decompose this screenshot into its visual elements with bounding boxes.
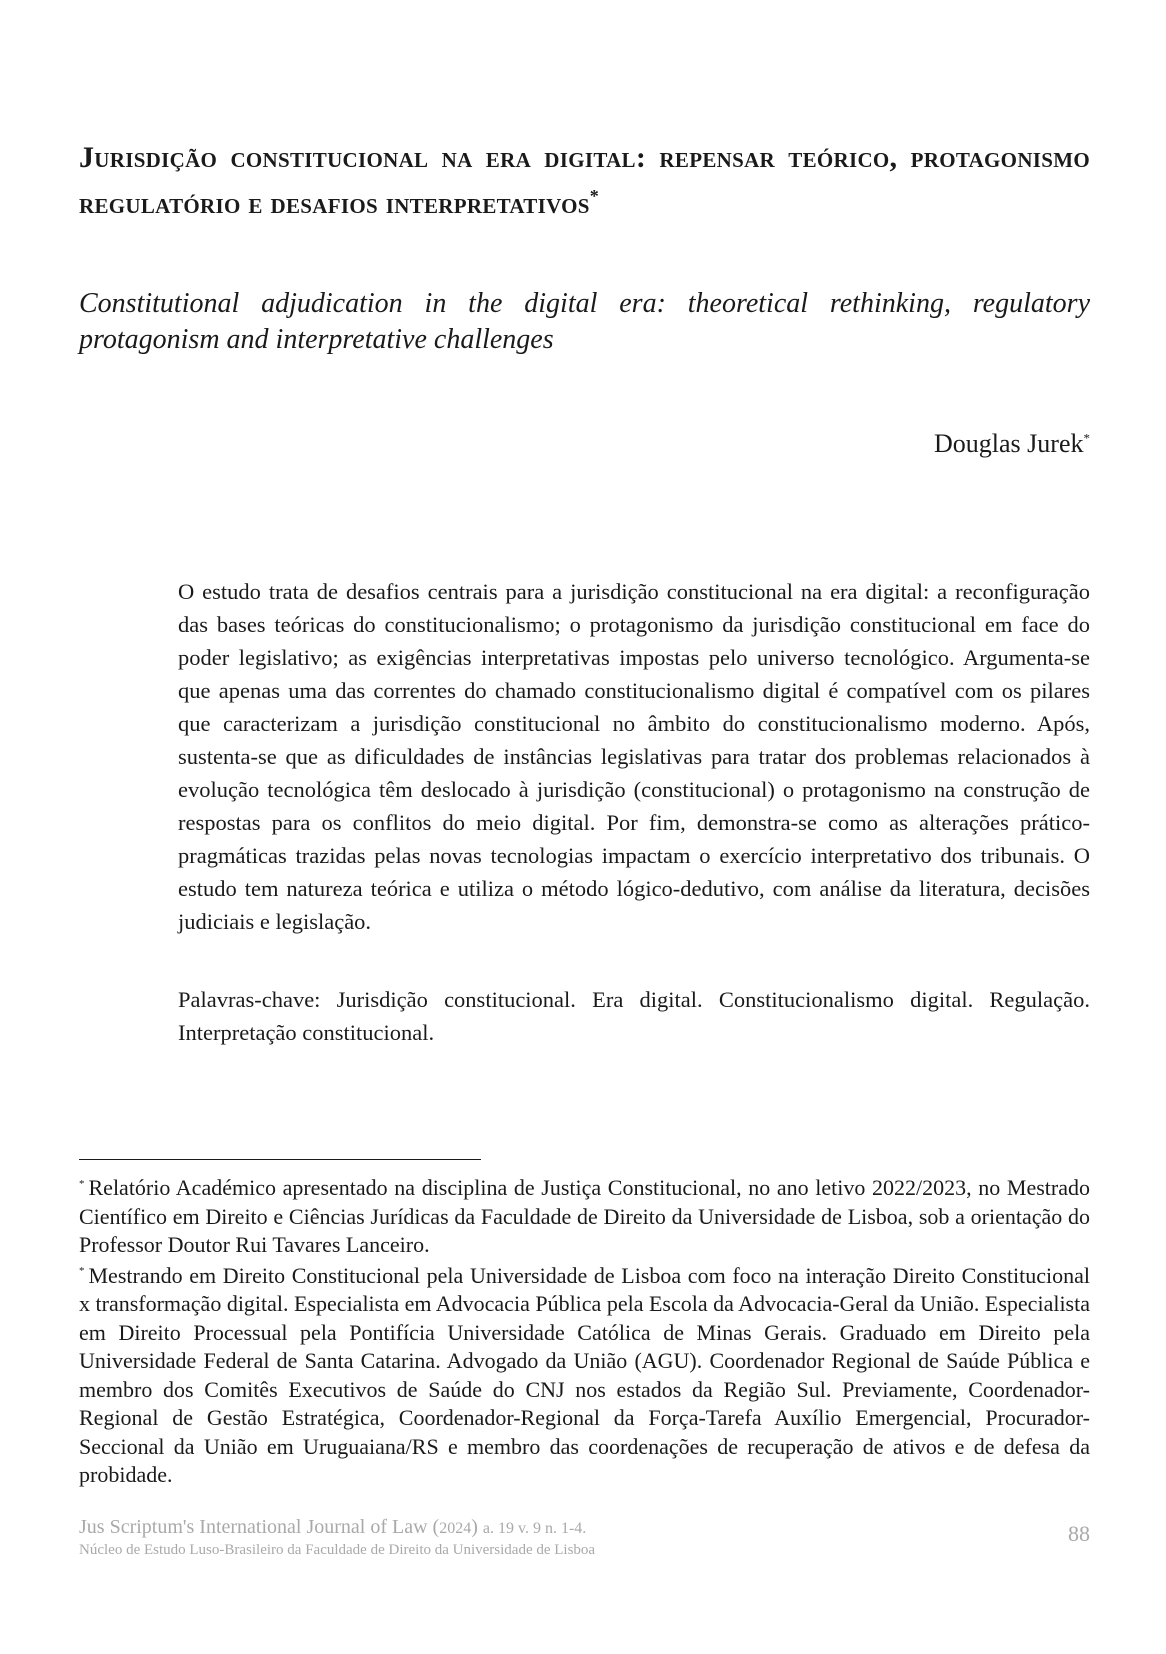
footnote-2 bbox=[79, 1262, 1090, 1490]
author-name: Douglas Jurek bbox=[934, 429, 1084, 458]
paper-title-text: Jurisdição constitucional na era digital: repensar teórico, protagonismo regulatório e desafios interpretativos bbox=[79, 141, 1090, 220]
paper-subtitle-english: Constitutional adjudication in the digital era: theoretical rethinking, regulatory protagonism and interpretative challenges bbox=[79, 288, 1090, 355]
footnotes bbox=[79, 1174, 1090, 1492]
title-footnote-marker[interactable]: * bbox=[589, 186, 600, 206]
page-number: 88 bbox=[1068, 1521, 1090, 1546]
footnote-separator bbox=[79, 1159, 481, 1160]
footnote-2-text: Mestrando em Direito Constitucional pela Universidade de Lisboa com foco na interação Direito Constitucional x transformação digital. Especialista em Advocacia Pública pela Escola da Advocacia-Geral da União. Especialista em Direito Processual pela Pontifícia Universidade Católica de Minas Gerais. Graduado em Direito pela Universidade Federal de Santa Catarina. Advogado da União (AGU). Coordenador Regional de Saúde Pública e membro dos Comitês Executivos de Saúde do CNJ nos estados da Região Sul. Previamente, Coordenador-Regional de Gestão Estratégica, Coordenador-Regional da Força-Tarefa Auxílio Emergencial, Procurador-Seccional da União em Uruguaiana/RS e membro das coordenações de recuperação de ativos e de defesa da probidade. bbox=[79, 1262, 1090, 1487]
abstract-paragraph: O estudo trata de desafios centrais para a jurisdição constitucional na era digital: a reconfiguração das bases teóricas do constitucionalismo; o protagonismo da jurisdição constitucional em face do poder legislativo; as exigências interpretativas impostas pelo universo tecnológico. Argumenta-se que apenas uma das correntes do chamado constitucionalismo digital é compatível com os pilares que caracterizam a jurisdição constitucional no âmbito do constitucionalismo moderno. Após, sustenta-se que as dificuldades de instâncias legislativas para tratar dos problemas relacionados à evolução tecnológica têm deslocado à jurisdição (constitucional) o protagonismo na construção de respostas para os conflitos do meio digital. Por fim, demonstra-se como as alterações prático-pragmáticas trazidas pelas novas tecnologias impactam o exercício interpretativo dos tribunais. O estudo tem natureza teórica e utiliza o método lógico-dedutivo, com análise da literatura, decisões judiciais e legislação. bbox=[178, 579, 1090, 934]
keywords-paragraph: Palavras-chave: Jurisdição constitucional. Era digital. Constitucionalismo digital. Regulação. Interpretação constitucional. bbox=[178, 987, 1090, 1045]
page-footer bbox=[79, 1515, 1090, 1565]
footer-year: 2024 bbox=[439, 1520, 472, 1537]
footer-institution: Núcleo de Estudo Luso-Brasileiro da Faculdade de Direito da Universidade de Lisboa bbox=[79, 1542, 596, 1558]
footnote-2-marker: * bbox=[79, 1265, 85, 1278]
footer-journal-line bbox=[79, 1515, 586, 1541]
footer-journal-name: Jus Scriptum's International Journal of Law ( bbox=[79, 1516, 440, 1538]
footer-paren-close: ) bbox=[471, 1516, 483, 1538]
paper-title bbox=[79, 135, 1090, 227]
author-line bbox=[934, 428, 1090, 460]
author-footnote-marker[interactable]: * bbox=[1083, 430, 1090, 446]
footnote-1 bbox=[79, 1174, 1090, 1260]
footer-volume: a. 19 v. 9 n. 1-4. bbox=[482, 1520, 587, 1537]
footnote-1-text: Relatório Académico apresentado na disciplina de Justiça Constitucional, no ano letivo 2022/2023, no Mestrado Científico em Direito e Ciências Jurídicas da Faculdade de Direito da Universidade de Lisboa, sob a orientação do Professor Doutor Rui Tavares Lanceiro. bbox=[79, 1175, 1090, 1257]
footnote-1-marker: * bbox=[79, 1177, 85, 1190]
